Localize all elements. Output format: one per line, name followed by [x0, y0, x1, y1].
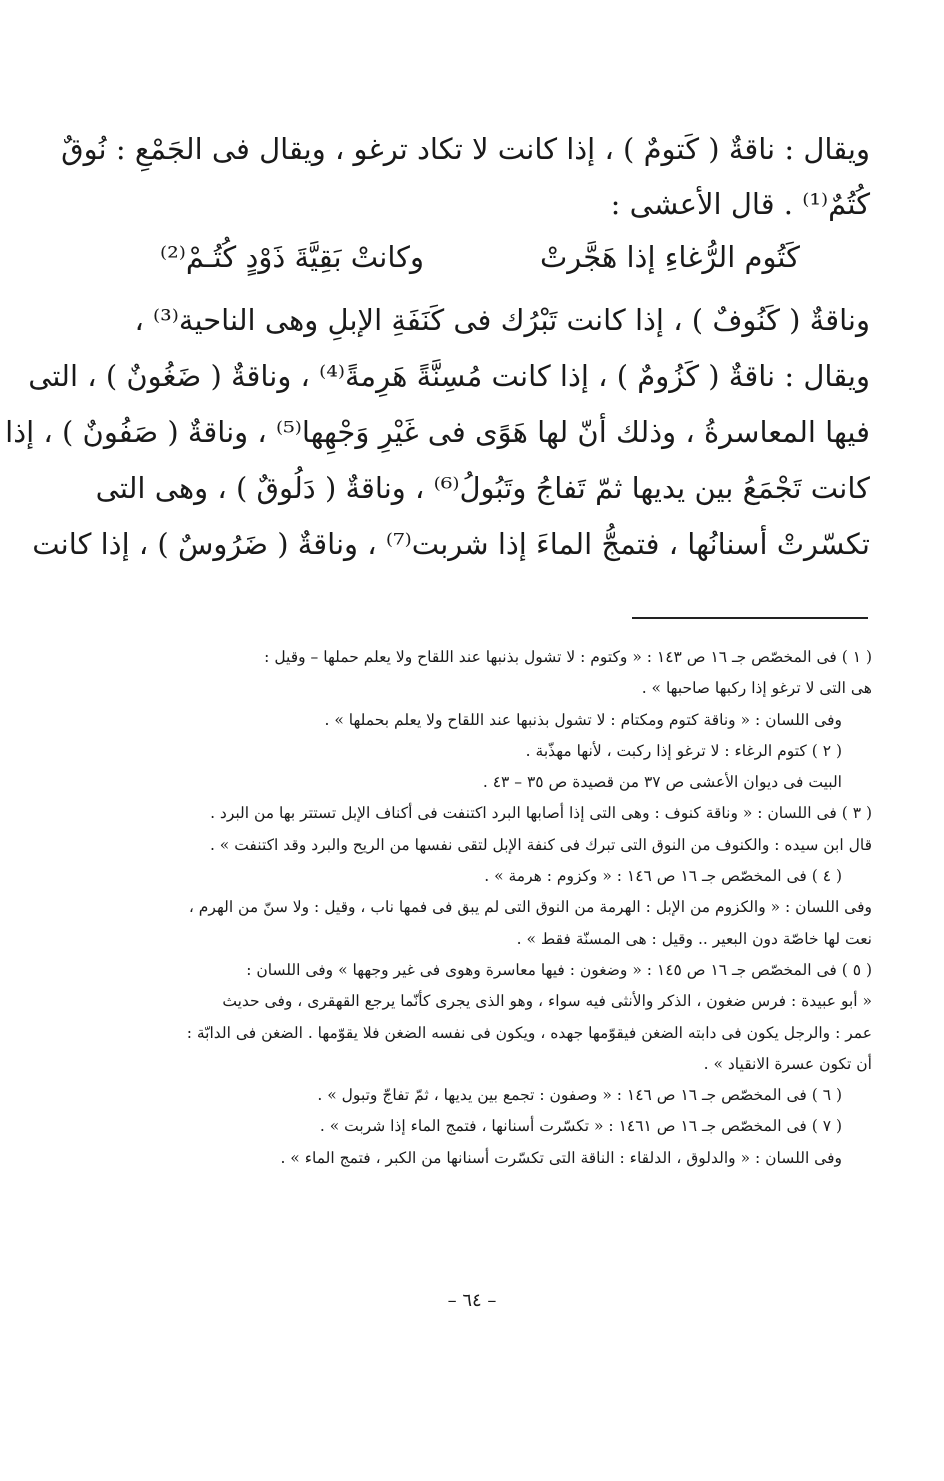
footnote-line: ( ٦ ) فى المخصّص جـ ١٦ ص ١٤٦ : « وصفون : تجمع بين يديها ، ثمّ تفاجّ وتبول » . [317, 1086, 842, 1105]
footnotes [50, 642, 872, 1174]
footnote-line: « أبو عبيدة : فرس ضغون ، الذكر والأنثى فيه سواء ، وهو الذى يجرى كأنّما يرجع القهقرى ، وفى حديث [222, 992, 872, 1011]
poetry-verse [160, 240, 800, 274]
text-line: تكسّرتْ أسنانُها ، فتمجُّ الماءَ إذا شربت⁽⁷⁾ ، وناقةٌ ( ضَرُوسٌ ) ، إذا كانت [32, 527, 870, 561]
text-line: كانت تَجْمَعُ بين يديها ثمّ تَفاجُ وتَبُولُ⁽⁶⁾ ، وناقةٌ ( دَلُوقٌ ) ، وهى التى [95, 471, 870, 505]
footnote-line: أن تكون عسرة الانقياد » . [703, 1054, 872, 1073]
footnote-line: قال ابن سيده : والكنوف من النوق التى تبرك فى كنفة الإبل لتقى نفسها من الريح والبرد وقد اكتنفت » . [209, 835, 872, 854]
footnote-line: ( ٣ ) فى اللسان : « وناقة كنوف : وهى التى إذا أصابها البرد اكتنفت فى أكناف الإبل تستتر بها من البرد . [210, 804, 872, 823]
text-line: كُتُمٌ⁽¹⁾ . قال الأعشى : [610, 187, 870, 221]
footnote-line: نعت لها خاصّة دون البعير .. وقيل : هى المسنّة فقط » . [516, 929, 872, 948]
footnote-divider [632, 617, 868, 619]
footnote-line: وفى اللسان : « وناقة كتوم ومكتام : لا تشول بذنبها عند اللقاح ولا يعلم بحملها » . [324, 710, 842, 729]
verse-second-hemistich: وكانتْ بَقِيَّةَ ذَوْدٍ كُتُـمْ⁽²⁾ [160, 240, 424, 274]
text-line: ويقال : ناقةٌ ( كَتومٌ ) ، إذا كانت لا تكاد ترغو ، ويقال فى الجَمْعِ : نُوقٌ [61, 132, 870, 166]
main-text-intro [60, 122, 870, 232]
page-number: – ٦٤ – [447, 1290, 497, 1311]
verse-first-hemistich: كَتُوم الرُّغاءِ إذا هَجَّرتْ [539, 240, 800, 274]
text-line: ويقال : ناقةٌ ( كَزُومٌ ) ، إذا كانت مُسِنَّةً هَرِمةً⁽⁴⁾ ، وناقةٌ ( ضَغُونٌ ) ، التى [28, 359, 870, 393]
footnote-line: ( ٧ ) فى المخصّص جـ ١٦ ص ١٤٦١ : « تكسّرت أسنانها ، فتمج الماء إذا شربت » . [319, 1117, 842, 1136]
footnote-line: ( ٤ ) فى المخصّص جـ ١٦ ص ١٤٦ : « وكزوم : هرمة » . [484, 867, 842, 886]
footnote-line: البيت فى ديوان الأعشى ص ٣٧ من قصيدة ص ٣٥ – ٤٣ . [482, 773, 842, 792]
text-line: فيها المعاسرةُ ، وذلك أنّ لها هَوًى فى غَيْرِ وَجْهِها⁽⁵⁾ ، وناقةٌ ( صَفُونٌ ) ، إذا [5, 415, 870, 449]
main-text-paragraph [5, 292, 870, 572]
footnote-line: ( ٢ ) كتوم الرغاء : لا ترغو إذا ركبت ، لأنها مهذّبة . [525, 741, 842, 760]
footnote-line: وفى اللسان : « والكزوم من الإبل : الهرمة من النوق التى لم يبق فى فمها ناب ، وقيل : ولا سنّ من الهرم ، [188, 898, 872, 917]
footnote-line: وفى اللسان : « والدلوق ، الدلقاء : الناقة التى تكسّرت أسنانها من الكبر ، فتمج الماء » . [280, 1148, 842, 1167]
footnote-line: ( ٥ ) فى المخصّص جـ ١٦ ص ١٤٥ : « وضغون : فيها معاسرة وهوى فى غير وجهها » وفى اللسان : [246, 960, 872, 979]
footnote-line: ( ١ ) فى المخصّص جـ ١٦ ص ١٤٣ : « وكتوم : لا تشول بذنبها عند اللقاح ولا يعلم حملها – وقيل : [264, 648, 872, 666]
footnote-line: عمر : والرجل يكون فى دابته الضغن فيقوّمها جهده ، ويكون فى نفسه الضغن فلا يقوّمها . الضغن فى الدابّة : [186, 1023, 872, 1042]
text-line: وناقةٌ ( كَنُوفٌ ) ، إذا كانت تَبْرُك فى كَنَفَةِ الإبلِ وهى الناحية⁽³⁾ ، [134, 303, 870, 337]
footnote-line: هى التى لا ترغو إذا ركبها صاحبها » . [641, 679, 872, 698]
